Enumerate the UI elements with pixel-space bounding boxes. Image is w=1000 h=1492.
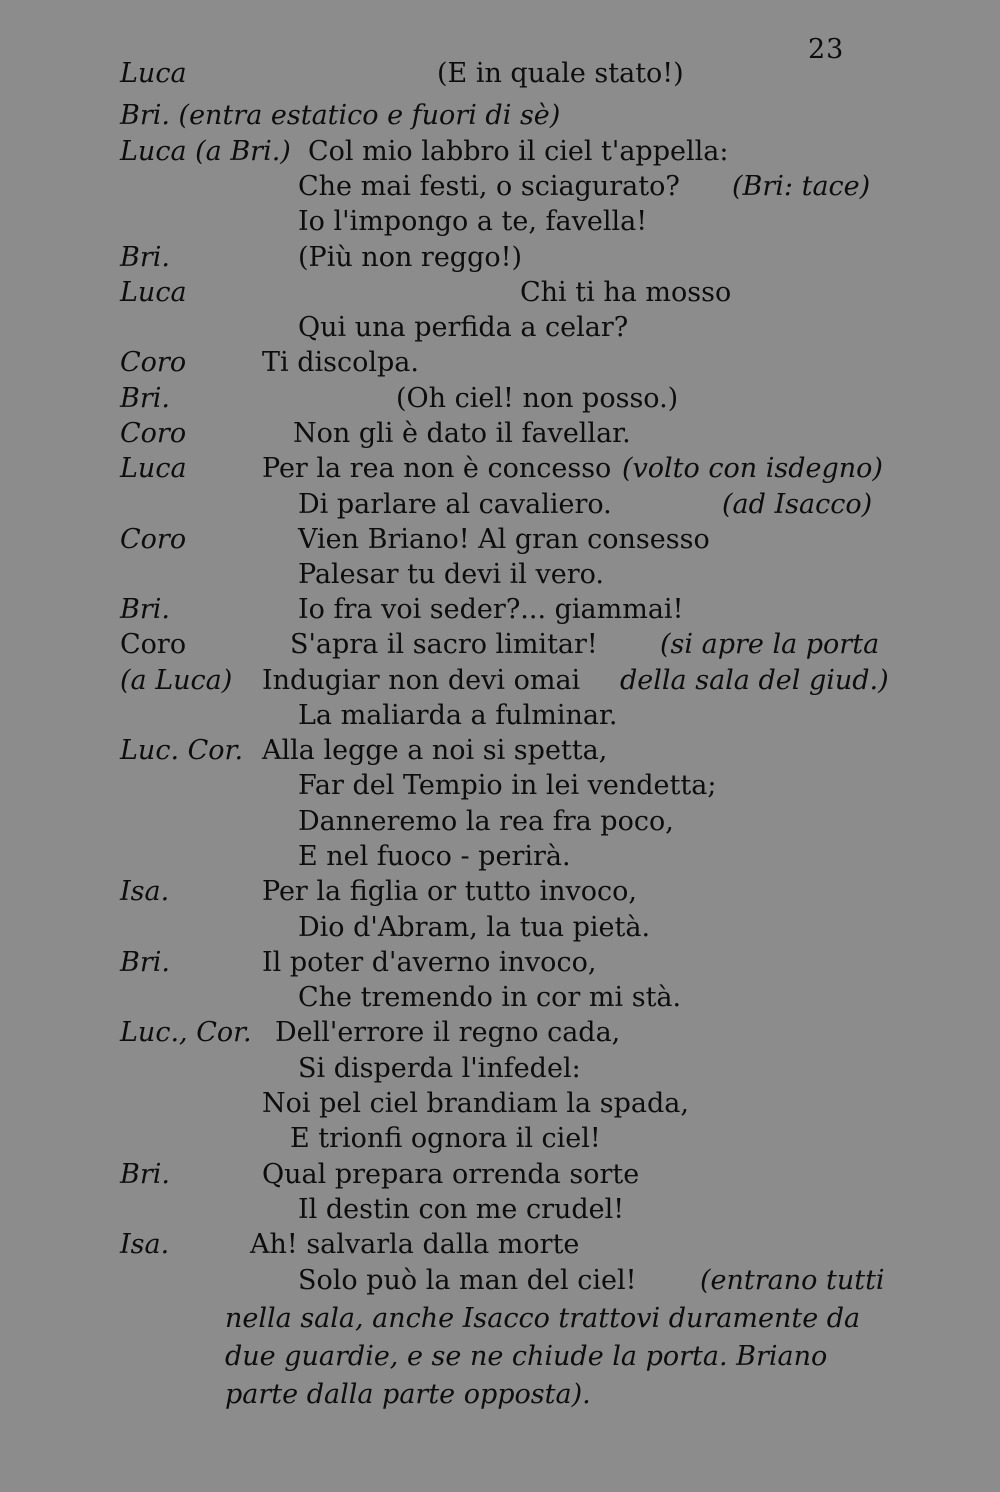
line-text: Col mio labbro il ciel t'appella: [308,136,729,167]
speaker-label: Luca [120,277,187,308]
verse-line [0,98,1000,134]
speaker-label: Isa. [120,1229,170,1260]
line-text: Per la rea non è concesso [262,453,612,484]
page-number: 23 [808,34,845,65]
verse-line [0,1015,1000,1051]
speaker-label: Luca [120,58,187,89]
speaker-label: Luc. Cor. [120,735,244,766]
verse-line [0,910,1000,946]
verse-line [0,240,1000,276]
line-text: Di parlare al cavaliero. [298,489,612,520]
verse-line [0,381,1000,417]
line-text: Ti discolpa. [262,347,419,378]
verse-line [0,663,1000,699]
stage-direction: (ad Isacco) [722,489,873,520]
stage-direction: parte dalla parte opposta). [225,1379,591,1410]
verse-line [0,733,1000,769]
verse-line [0,451,1000,487]
line-text: Palesar tu devi il vero. [298,559,605,590]
line-text: Dio d'Abram, la tua pietà. [298,912,651,943]
line-text: Indugiar non devi omai [262,665,581,696]
verse-line [0,56,1000,92]
verse-line [0,698,1000,734]
line-text: La maliarda a fulminar. [298,700,618,731]
line-text: Qui una perfida a celar? [298,312,629,343]
line-text: Il destin con me crudel! [298,1194,625,1225]
speaker-label: Coro [120,347,187,378]
line-text: (Più non reggo!) [298,242,523,273]
verse-line [0,768,1000,804]
stage-direction: nella sala, anche Isacco trattovi duramente da [225,1303,861,1334]
verse-line [0,416,1000,452]
verse-line [0,980,1000,1016]
line-text: Ah! salvarla dalla morte [250,1229,580,1260]
speaker-label: Luca (a Bri.) [120,136,291,167]
line-text: S'apra il sacro limitar! [290,629,598,660]
line-text: E nel fuoco - perirà. [298,841,571,872]
speaker-label: Bri. [120,947,170,978]
line-text: Per la figlia or tutto invoco, [262,876,637,907]
verse-line [0,487,1000,523]
stage-direction: (entrano tutti [700,1265,885,1296]
speaker-label: Coro [120,524,187,555]
verse-line [0,345,1000,381]
verse-line [0,804,1000,840]
closing-direction-line [0,1339,1000,1375]
verse-line [0,169,1000,205]
line-text: Io l'impongo a te, favella! [298,206,648,237]
stage-direction: della sala del giud.) [620,665,889,696]
line-text: Alla legge a noi si spetta, [262,735,608,766]
line-text: Dell'errore il regno cada, [275,1017,621,1048]
speaker-label: Luc., Cor. [120,1017,252,1048]
line-text: Che tremendo in cor mi stà. [298,982,682,1013]
stage-direction: (volto con isdegno) [622,453,883,484]
line-text: Che mai festi, o sciagurato? [298,171,680,202]
closing-direction-line [0,1301,1000,1337]
speaker-label: Luca [120,453,187,484]
verse-line [0,204,1000,240]
verse-line [0,310,1000,346]
line-text: Non gli è dato il favellar. [293,418,631,449]
line-text: Noi pel ciel brandiam la spada, [262,1088,689,1119]
verse-line [0,1227,1000,1263]
verse-line [0,275,1000,311]
verse-line [0,592,1000,628]
line-text: Si disperda l'infedel: [298,1053,581,1084]
speaker-label: Isa. [120,876,170,907]
verse-line [0,522,1000,558]
speaker-label: Bri. [120,1159,170,1190]
line-text: Solo può la man del ciel! [298,1265,637,1296]
stage-direction: (si apre la porta [660,629,880,660]
speaker-label: Coro [120,418,187,449]
verse-line [0,1157,1000,1193]
verse-line [0,945,1000,981]
line-text: E trionfi ognora il ciel! [290,1123,601,1154]
speaker-label: Bri. [120,594,170,625]
closing-direction-line [0,1377,1000,1413]
line-text: Il poter d'averno invoco, [262,947,597,978]
verse-line [0,839,1000,875]
verse-line [0,1086,1000,1122]
speaker-label: Bri. (entra estatico e fuori di sè) [120,100,561,131]
stage-direction: (Bri: tace) [732,171,871,202]
verse-line [0,1263,1000,1299]
line-text: Danneremo la rea fra poco, [298,806,674,837]
verse-line [0,1192,1000,1228]
speaker-label: Coro [120,629,187,660]
verse-line [0,1121,1000,1157]
line-text: (E in quale stato!) [437,58,684,89]
line-text: Chi ti ha mosso [520,277,732,308]
verse-line [0,1051,1000,1087]
line-text: (Oh ciel! non posso.) [396,383,679,414]
speaker-label: Bri. [120,242,170,273]
line-text: Io fra voi seder?... giammai! [298,594,684,625]
line-text: Qual prepara orrenda sorte [262,1159,640,1190]
speaker-label: Bri. [120,383,170,414]
verse-line [0,627,1000,663]
stage-direction: due guardie, e se ne chiude la porta. Briano [225,1341,828,1372]
verse-line [0,557,1000,593]
verse-line [0,134,1000,170]
verse-line [0,874,1000,910]
speaker-label: (a Luca) [120,665,233,696]
line-text: Vien Briano! Al gran consesso [298,524,710,555]
line-text: Far del Tempio in lei vendetta; [298,770,717,801]
